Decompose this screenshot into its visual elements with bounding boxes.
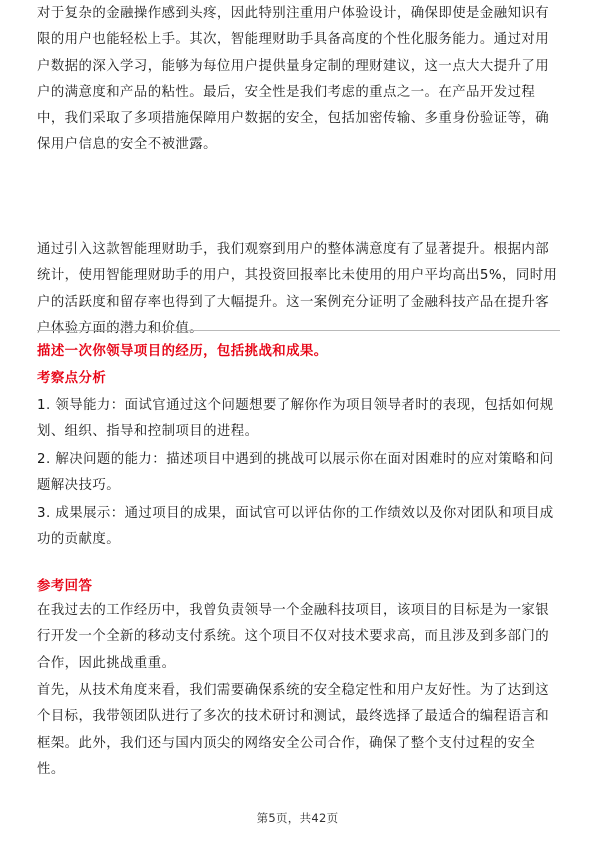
- answer-paragraph-2: 首先，从技术角度来看，我们需要确保系统的安全稳定性和用户友好性。为了达到这个目标，我带领团队进行了多次的技术研讨和测试，最终选择了最适合的编程语言和框架。此外，我们还与国内顶尖的网络安全公司合作，确保了整个支付过程的安全性。: [37, 683, 550, 777]
- answer-heading: 参考回答: [37, 579, 93, 594]
- analysis-list: [37, 393, 560, 554]
- question-title: 描述一次你领导项目的经历，包括挑战和成果。: [37, 344, 328, 359]
- analysis-item-2: 2. 解决问题的能力：描述项目中遇到的挑战可以展示你在面对困难时的应对策略和问题解决技巧。: [37, 452, 554, 494]
- answer-paragraph-1: 在我过去的工作经历中，我曾负责领导一个金融科技项目，该项目的目标是为一家银行开发一个全新的移动支付系统。这个项目不仅对技术要求高，而且涉及到多部门的合作，因此挑战重重。: [37, 603, 550, 671]
- body-paragraph-2: 通过引入这款智能理财助手，我们观察到用户的整体满意度有了显著提升。根据内部统计，使用智能理财助手的用户，其投资回报率比未使用的用户平均高出5%，同时用户的活跃度和留存率也得到了大幅提升。这一案例充分证明了金融科技产品在提升客户体验方面的潜力和价值。: [37, 242, 558, 336]
- analysis-item-1: 1. 领导能力：面试官通过这个问题想要了解你作为项目领导者时的表现，包括如何规划、组织、指导和控制项目的进程。: [37, 398, 554, 440]
- analysis-heading: 考察点分析: [37, 371, 107, 386]
- section-divider: [37, 330, 560, 331]
- body-paragraph-1: 对于复杂的金融操作感到头疼，因此特别注重用户体验设计，确保即使是金融知识有限的用户也能轻松上手。其次，智能理财助手具备高度的个性化服务能力。通过对用户数据的深入学习，能够为每位用户提供量身定制的理财建议，这一点大大提升了用户的满意度和产品的粘性。最后，安全性是我们考虑的重点之一。在产品开发过程中，我们采取了多项措施保障用户数据的安全，包括加密传输、多重身份验证等，确保用户信息的安全不被泄露。: [37, 6, 550, 153]
- page-number: 第5页，共42页: [256, 811, 339, 825]
- analysis-item-3: 3. 成果展示：通过项目的成果，面试官可以评估你的工作绩效以及你对团队和项目成功的贡献度。: [37, 506, 554, 548]
